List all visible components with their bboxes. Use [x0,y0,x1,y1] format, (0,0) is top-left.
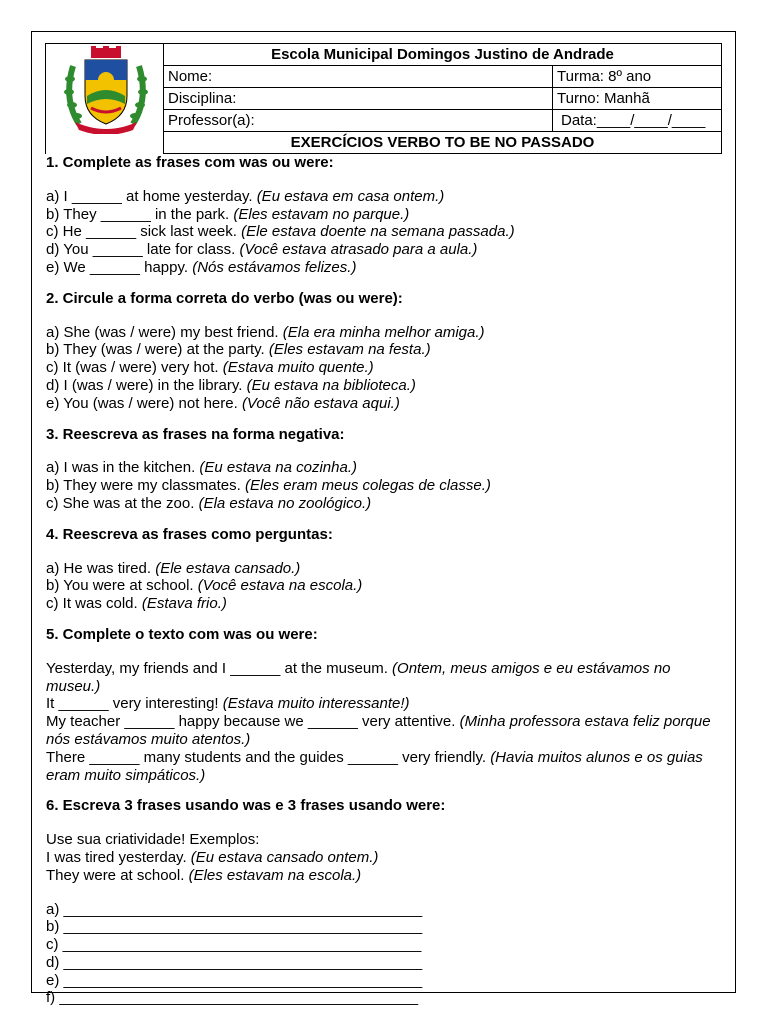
field-disciplina[interactable]: Disciplina: [164,88,553,110]
answer-line[interactable]: c) ___________________________________________ [46,936,422,954]
q5-item: There ______ many students and the guides ______ very friendly. (Havia muitos alunos e os guias eram muito simpáticos.) [46,748,703,784]
question-2-title: 2. Circule a forma correta do verbo (was ou were): [46,289,403,307]
q1-item: d) You ______ late for class. (Você estava atrasado para a aula.) [46,241,478,259]
q2-item: a) She (was / were) my best friend. (Ela era minha melhor amiga.) [46,323,485,341]
q4-item: b) You were at school. (Você estava na escola.) [46,577,363,595]
q3-item: a) I was in the kitchen. (Eu estava na cozinha.) [46,459,357,477]
school-name: Escola Municipal Domingos Justino de Andrade [164,44,722,66]
q1-item: a) I ______ at home yesterday. (Eu estava em casa ontem.) [46,187,445,205]
q3-item: c) She was at the zoo. (Ela estava no zoológico.) [46,494,372,512]
field-professor[interactable]: Professor(a): [164,110,553,132]
worksheet-title: EXERCÍCIOS VERBO TO BE NO PASSADO [164,132,722,154]
answer-line[interactable]: a) ___________________________________________ [46,900,423,918]
q1-item: b) They ______ in the park. (Eles estavam no parque.) [46,205,410,223]
answer-line[interactable]: e) ___________________________________________ [46,971,423,989]
question-1-title: 1. Complete as frases com was ou were: [46,154,334,171]
field-nome[interactable]: Nome: [164,66,553,88]
school-crest-cell [45,43,164,154]
q6-example: I was tired yesterday. (Eu estava cansado ontem.) [46,848,379,866]
answer-line[interactable]: f) ___________________________________________ [46,989,419,1007]
q5-item: My teacher ______ happy because we ______ very attentive. (Minha professora estava feliz porque nós estávamos muito atentos.) [46,713,711,748]
worksheet-content [46,154,716,1007]
q1-item: e) We ______ happy. (Nós estávamos felizes.) [46,258,357,276]
question-6-title: 6. Escreva 3 frases usando was e 3 frases usando were: [46,797,446,815]
q2-item: e) You (was / were) not here. (Você não estava aqui.) [46,394,400,412]
q2-item: d) I (was / were) in the library. (Eu estava na biblioteca.) [46,376,416,394]
q5-item: Yesterday, my friends and I ______ at the museum. (Ontem, meus amigos e eu estávamos no museu.) [46,659,671,695]
field-turno: Turno: Manhã [553,88,722,110]
q2-item: c) It (was / were) very hot. (Estava muito quente.) [46,359,374,377]
school-crest-icon [61,44,151,134]
question-4-title: 4. Reescreva as frases como perguntas: [46,525,333,543]
q4-item: c) It was cold. (Estava frio.) [46,595,227,613]
q4-item: a) He was tired. (Ele estava cansado.) [46,559,301,577]
header-info-table [163,43,722,154]
q2-item: b) They (was / were) at the party. (Eles estavam na festa.) [46,341,431,359]
answer-line[interactable]: d) ___________________________________________ [46,953,423,971]
q6-intro: Use sua criatividade! Exemplos: [46,831,260,849]
worksheet-header [45,43,722,155]
field-turma: Turma: 8º ano [553,66,722,88]
q6-example: They were at school. (Eles estavam na escola.) [46,866,362,884]
q3-item: b) They were my classmates. (Eles eram meus colegas de classe.) [46,477,491,495]
answer-line[interactable]: b) ___________________________________________ [46,918,423,936]
field-data[interactable]: Data:____/____/____ [553,110,722,132]
q1-item: c) He ______ sick last week. (Ele estava doente na semana passada.) [46,223,515,241]
question-5-title: 5. Complete o texto com was ou were: [46,625,318,643]
q5-item: It ______ very interesting! (Estava muito interessante!) [46,695,410,713]
question-3-title: 3. Reescreva as frases na forma negativa: [46,425,345,443]
